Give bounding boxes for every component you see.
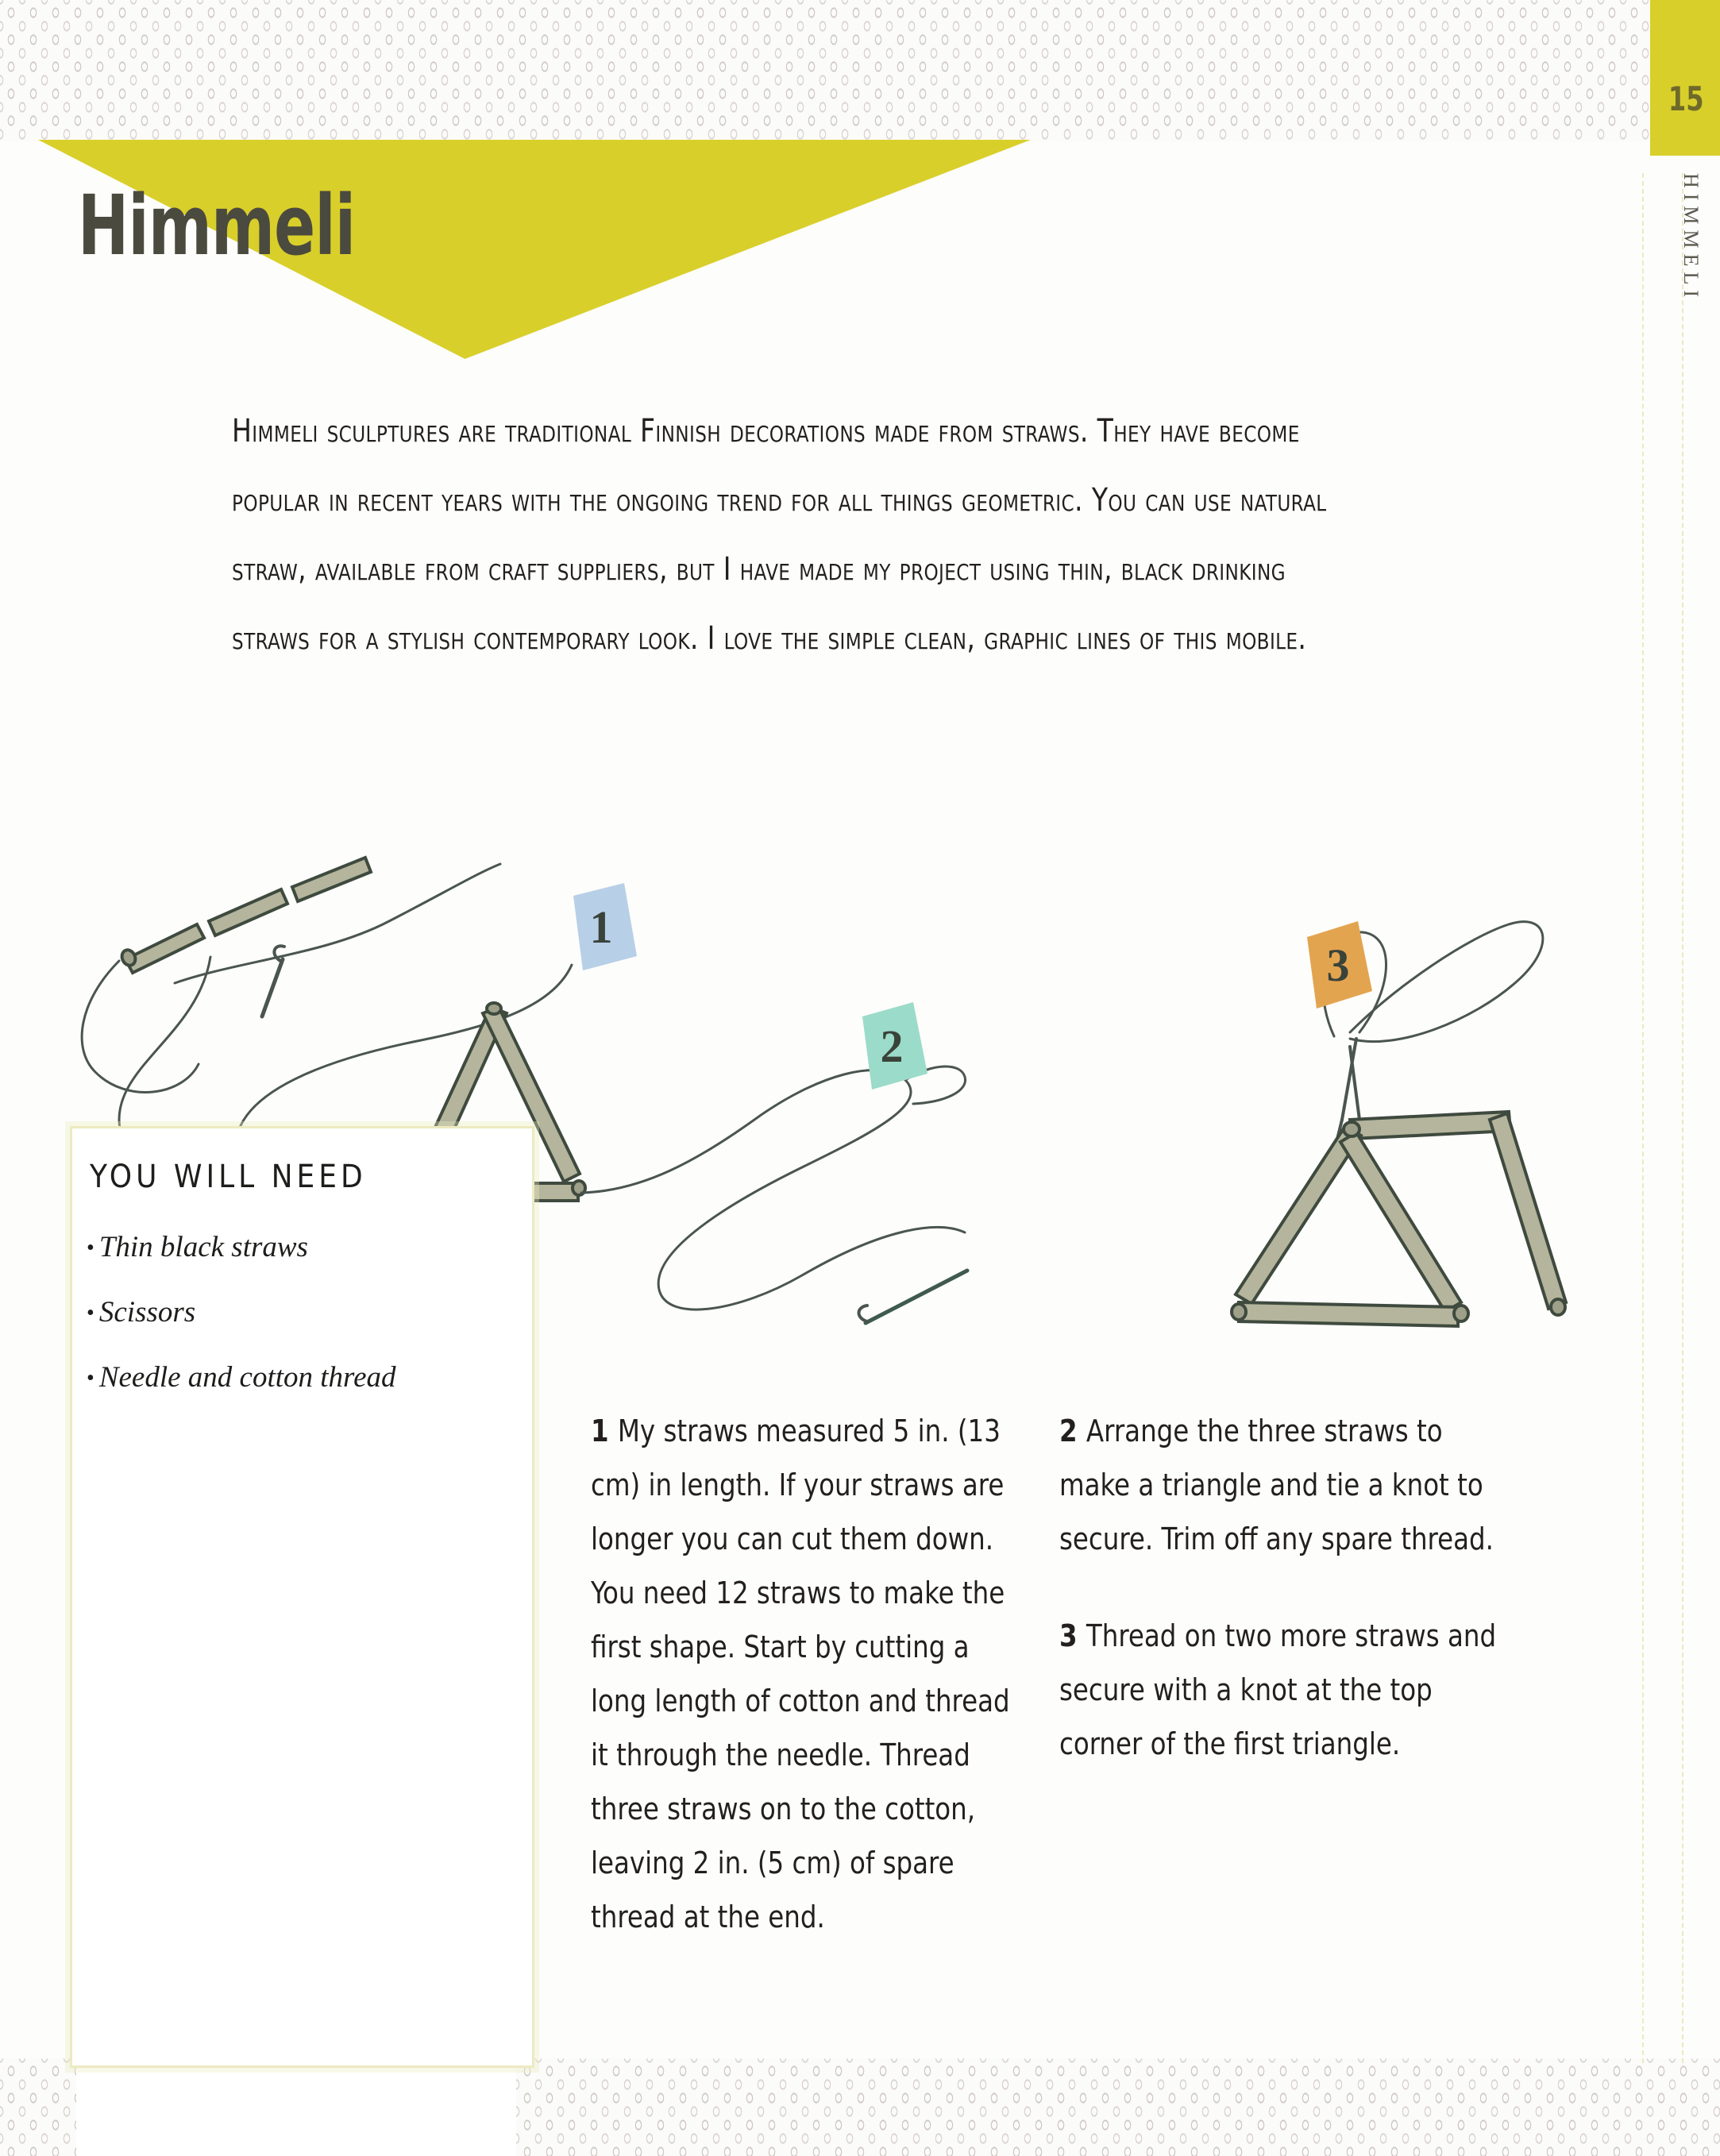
instructions-column-right: [1059, 1404, 1497, 1814]
step-marker-2: [856, 1002, 927, 1090]
list-item-label: Thin black straws: [98, 1231, 308, 1263]
instructions-column-left: [591, 1404, 1021, 1987]
step-marker-3-label: 3: [1326, 939, 1350, 991]
step-2-text: Arrange the three straws to make a triangle and tie a knot to secure. Trim off any spare thread.: [1059, 1414, 1494, 1556]
you-will-need-box: [70, 1126, 534, 2068]
top-border-pattern: [0, 0, 1720, 141]
bullet-icon: •: [87, 1366, 94, 1390]
step-2: [1059, 1404, 1497, 1566]
step-2-number: 2: [1059, 1414, 1086, 1448]
page-tab: [1650, 0, 1720, 156]
you-will-need-title: YOU WILL NEED: [90, 1159, 367, 1195]
bottom-left-border-pattern: [0, 2058, 76, 2156]
step-3-text: Thread on two more straws and secure with a knot at the top corner of the first triangle.: [1059, 1618, 1497, 1761]
list-item: [87, 1230, 515, 1264]
page-title: Himmeli: [78, 177, 356, 274]
intro-paragraph: Himmeli sculptures are traditional Finnish decorations made from straws. They have become popular in recent years with the ongoing trend for all things geometric. You can use natural straw, available from craft suppliers, but I have made my project using thin, black drinking straws for a stylish contemporary look. I love the simple clean, graphic lines of this mobile.: [232, 413, 1327, 657]
edge-dashed-rule-inner: [1642, 173, 1644, 2063]
list-item: [87, 1295, 515, 1329]
list-item-label: Scissors: [98, 1296, 196, 1329]
step-1-text: My straws measured 5 in. (13 cm) in length. If your straws are longer you can cut them down. You need 12 straws to make the first shape. Start by cutting a long length of cotton and thread it through the needle. Thread three straws on to the cotton, leaving 2 in. (5 cm) of spare thread at the end.: [591, 1414, 1010, 1934]
bullet-icon: •: [87, 1301, 94, 1325]
list-item-label: Needle and cotton thread: [98, 1361, 396, 1394]
edge-dashed-rule-outer: [1682, 173, 1683, 2063]
illustration-straws-threaded: [82, 746, 572, 1165]
you-will-need-list: [87, 1230, 515, 1425]
chapter-side-label: HIMMELI: [1680, 173, 1703, 303]
list-item: [87, 1360, 515, 1394]
page-number: 15: [1668, 79, 1704, 118]
step-1: [591, 1404, 1021, 1944]
step-marker-2-label: 2: [880, 1020, 904, 1072]
step-marker-3: [1302, 921, 1374, 1009]
bottom-border-pattern: [516, 2058, 1720, 2156]
step-1-number: 1: [591, 1414, 618, 1448]
step-marker-1: [565, 883, 637, 970]
bottom-gutter-mask: [76, 2058, 516, 2156]
bullet-icon: •: [87, 1236, 94, 1260]
step-3-number: 3: [1059, 1618, 1086, 1653]
step-3: [1059, 1609, 1497, 1771]
illustration-two-triangles: [1232, 922, 1566, 1326]
step-marker-1-label: 1: [589, 901, 613, 953]
